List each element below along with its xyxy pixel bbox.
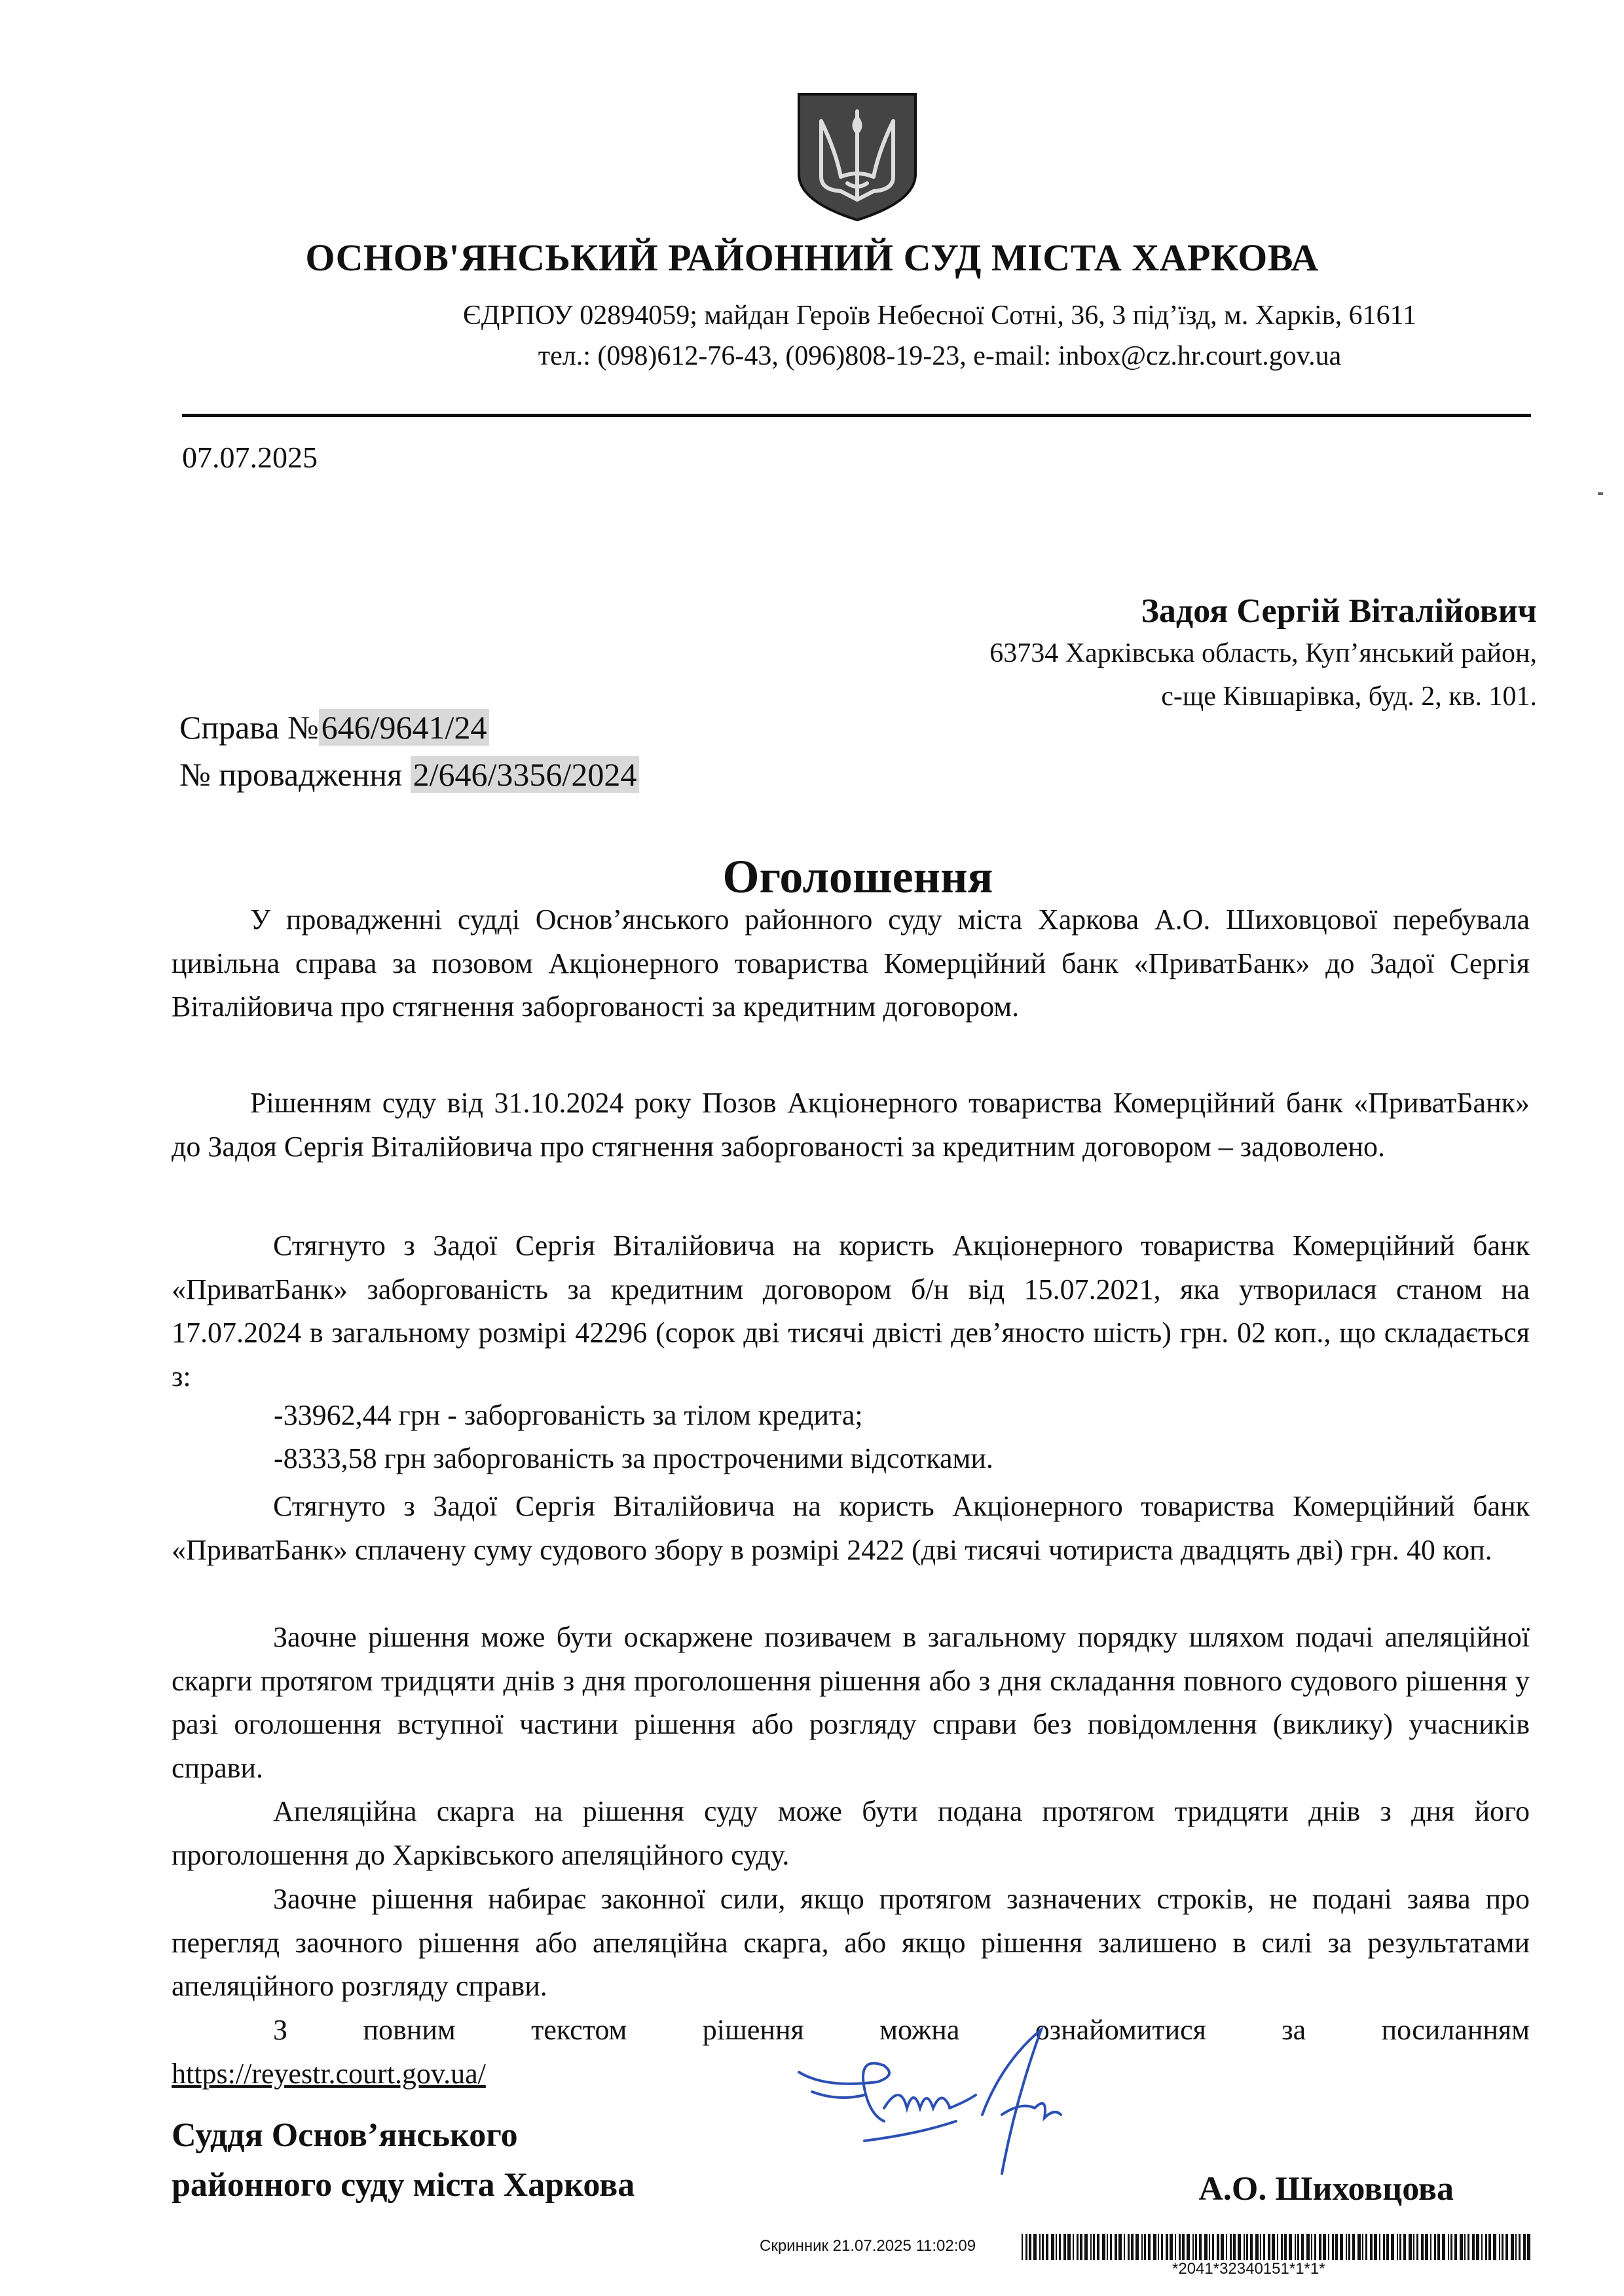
list-item-interest: -8333,58 грн заборгованість за простроченими відсотками. xyxy=(274,1442,993,1474)
case-label: Справа № xyxy=(179,709,319,746)
paragraph-decision: Рішенням суду від 31.10.2024 року Позов Акціонерного товариства Комерційний банк «ПриватБанк» до Задоя Сергія Віталійовича про стягнення заборгованості за кредитним договором – задоволено. xyxy=(172,1087,1530,1163)
case-number: 646/9641/24 xyxy=(319,709,490,746)
recipient-address-line2: с-ще Ківшарівка, буд. 2, кв. 101. xyxy=(1161,682,1537,712)
barcode xyxy=(1022,2234,1532,2260)
court-address-line: ЄДРПОУ 02894059; майдан Героїв Небесної Сотні, 36, 3 під’їзд, м. Харків, 61611 xyxy=(462,301,1417,331)
barcode-number: *2041*32340151*1*1* xyxy=(1172,2260,1325,2278)
recipient-address-line1: 63734 Харківська область, Куп’янський район, xyxy=(989,638,1537,668)
court-name: ОСНОВ'ЯНСЬКИЙ РАЙОННИЙ СУД МІСТА ХАРКОВА xyxy=(305,236,1319,279)
proceeding-number: 2/646/3356/2024 xyxy=(411,756,640,793)
judge-name: А.О. Шиховцова xyxy=(1198,2170,1454,2208)
proceeding-label: № провадження xyxy=(179,756,411,793)
list-item-principal: -33962,44 грн - заборгованість за тілом кредита; xyxy=(274,1399,863,1431)
header-divider xyxy=(182,414,1531,417)
paragraph-legal-force: Заочне рішення набирає законної сили, якщо протягом зазначених строків, не подані заява про перегляд заочного рішення або апеляційна скарга, або якщо рішення залишено в силі за результатами апеляційного розгляду справи. xyxy=(172,1883,1530,2002)
coat-of-arms-emblem xyxy=(795,92,919,223)
proceeding-number-line xyxy=(179,756,639,793)
paragraph-appeal-term: Апеляційна скарга на рішення суду може бути подана протягом тридцяти днів з дня його проголошення до Харківського апеляційного суду. xyxy=(172,1795,1530,1871)
recipient-name: Задоя Сергій Віталійович xyxy=(1141,592,1537,630)
court-contacts-line: тел.: (098)612-76-43, (096)808-19-23, e-mail: inbox@cz.hr.court.gov.ua xyxy=(538,341,1342,371)
judge-signature xyxy=(786,2010,1153,2187)
scan-speck xyxy=(1598,492,1603,495)
registry-link[interactable]: https://reyestr.court.gov.ua/ xyxy=(172,2057,486,2090)
case-number-line xyxy=(179,708,489,746)
document-date: 07.07.2025 xyxy=(182,441,318,474)
paragraph-court-fee: Стягнуто з Задої Сергія Віталійовича на користь Акціонерного товариства Комерційний банк «ПриватБанк» сплачену суму судового збору в розмірі 2422 (дві тисячі чотириста двадцять дві) грн. 40 коп. xyxy=(172,1490,1530,1566)
announcement-heading: Оголошення xyxy=(722,850,993,903)
scanner-stamp: Скринник 21.07.2025 11:02:09 xyxy=(760,2237,976,2255)
paragraph-proceeding: У провадженні судді Основ’янського районного суду міста Харкова А.О. Шиховцової перебувала цивільна справа за позовом Акціонерного товариства Комерційний банк «ПриватБанк» до Задої Сергія Віталійовича про стягнення заборгованості за кредитним договором. xyxy=(172,903,1530,1023)
paragraph-appeal-rights: Заочне рішення може бути оскаржене позивачем в загальному порядку шляхом подачі апеляційної скарги протягом тридцяти днів з дня проголошення рішення або з дня складання повного судового рішення у разі оголошення вступної частини рішення або розгляду справи без повідомлення (виклику) учасників справи. xyxy=(172,1621,1530,1784)
paragraph-recovery: Стягнуто з Задої Сергія Віталійовича на користь Акціонерного товариства Комерційний банк «ПриватБанк» заборгованість за кредитним договором б/н від 15.07.2021, яка утворилася станом на 17.07.2024 в загальному розмірі 42296 (сорок дві тисячі двісті дев’яносто шість) грн. 02 коп., що складається з: xyxy=(172,1230,1530,1393)
full-text-intro: З повним текстом рішення можна ознайомитися за посиланням xyxy=(273,2014,1530,2046)
judge-title-line2: районного суду міста Харкова xyxy=(172,2166,635,2204)
judge-title-line1: Суддя Основ’янського xyxy=(172,2117,518,2154)
